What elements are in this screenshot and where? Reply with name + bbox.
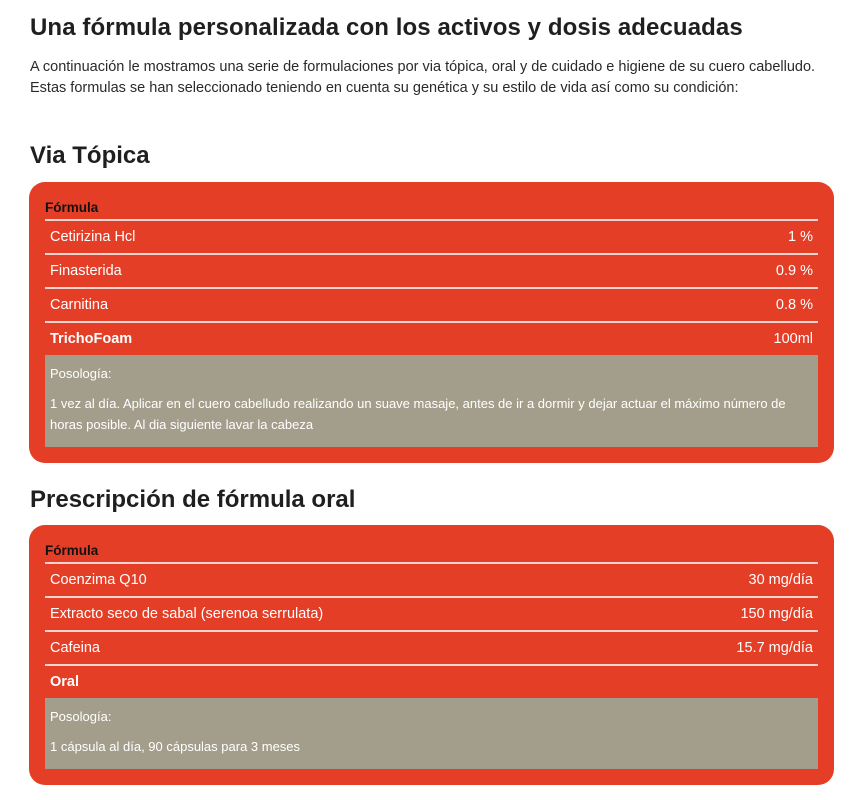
ingredient-name: Extracto seco de sabal (serenoa serrulata) xyxy=(50,606,324,622)
formula-row xyxy=(45,221,818,255)
formula-base-row xyxy=(45,323,818,355)
formula-base-row xyxy=(45,666,818,698)
ingredient-dose: 0.8 % xyxy=(775,297,813,313)
formula-header: Fórmula xyxy=(45,537,818,564)
section-title-topical: Via Tópica xyxy=(30,142,150,169)
oral-formula-card xyxy=(29,525,834,785)
ingredient-name: Finasterida xyxy=(50,263,122,279)
ingredient-dose: 15.7 mg/día xyxy=(736,640,813,656)
section-title-oral: Prescripción de fórmula oral xyxy=(30,486,356,513)
intro-text: A continuación le mostramos una serie de formulaciones por via tópica, oral y de cuidado e higiene de su cuero cabelludo. Estas formulas se han seleccionado teniendo en cuenta su genética y su estilo de vida así como su condición: xyxy=(30,59,816,96)
formula-row xyxy=(45,564,818,598)
base-name: TrichoFoam xyxy=(50,331,133,347)
posology-box xyxy=(45,355,818,447)
formula-row xyxy=(45,632,818,666)
posology-box xyxy=(45,698,818,769)
ingredient-dose: 150 mg/día xyxy=(740,606,813,622)
page-title: Una fórmula personalizada con los activos y dosis adecuadas xyxy=(30,14,743,41)
base-dose: 100ml xyxy=(773,331,813,347)
formula-row xyxy=(45,598,818,632)
ingredient-name: Cetirizina Hcl xyxy=(50,229,136,245)
ingredient-dose: 0.9 % xyxy=(775,263,813,279)
base-name: Oral xyxy=(50,674,80,690)
formula-row xyxy=(45,289,818,323)
ingredient-name: Cafeina xyxy=(50,640,100,656)
posology-label: Posología: xyxy=(50,366,112,381)
posology-label: Posología: xyxy=(50,709,112,724)
ingredient-dose: 30 mg/día xyxy=(748,572,813,588)
ingredient-name: Coenzima Q10 xyxy=(50,572,147,588)
posology-text: 1 vez al día. Aplicar en el cuero cabelludo realizando un suave masaje, antes de ir a dormir y dejar actuar el máximo número de horas posible. Al dia siguiente lavar la cabeza xyxy=(50,396,786,432)
ingredient-name: Carnitina xyxy=(50,297,109,313)
topical-formula-card xyxy=(29,182,834,463)
formula-row xyxy=(45,255,818,289)
formula-header: Fórmula xyxy=(45,194,818,221)
ingredient-dose: 1 % xyxy=(788,229,813,245)
posology-text: 1 cápsula al día, 90 cápsulas para 3 meses xyxy=(50,739,301,754)
